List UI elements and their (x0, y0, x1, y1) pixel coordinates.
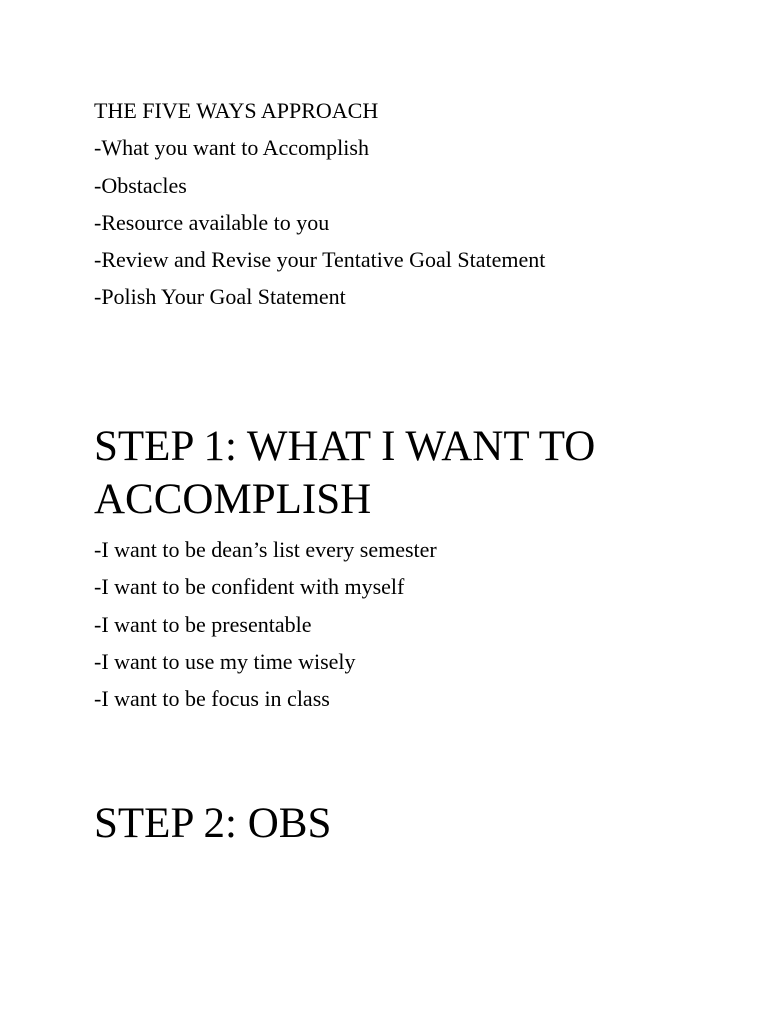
list-item: -Obstacles (94, 172, 187, 198)
list-item: -Polish Your Goal Statement (94, 284, 346, 310)
step1-list (94, 531, 734, 717)
list-item: -Resource available to you (94, 209, 330, 235)
step2-heading-text: STEP 2: OBS (94, 800, 332, 847)
list-item: -What you want to Accomplish (94, 135, 369, 161)
step1-heading (94, 420, 734, 526)
step1-heading-line2: ACCOMPLISH (94, 476, 372, 523)
list-item: -Review and Revise your Tentative Goal Statement (94, 247, 546, 273)
list-item: -I want to be focus in class (94, 686, 330, 712)
list-item: -I want to be presentable (94, 611, 312, 637)
five-ways-section (94, 92, 734, 316)
section-title: THE FIVE WAYS APPROACH (94, 98, 379, 123)
step1-heading-line1: STEP 1: WHAT I WANT TO (94, 423, 596, 470)
step2-heading (94, 797, 734, 850)
list-item: -I want to use my time wisely (94, 648, 356, 674)
list-item: -I want to be dean’s list every semester (94, 537, 437, 562)
list-item: -I want to be confident with myself (94, 574, 405, 600)
